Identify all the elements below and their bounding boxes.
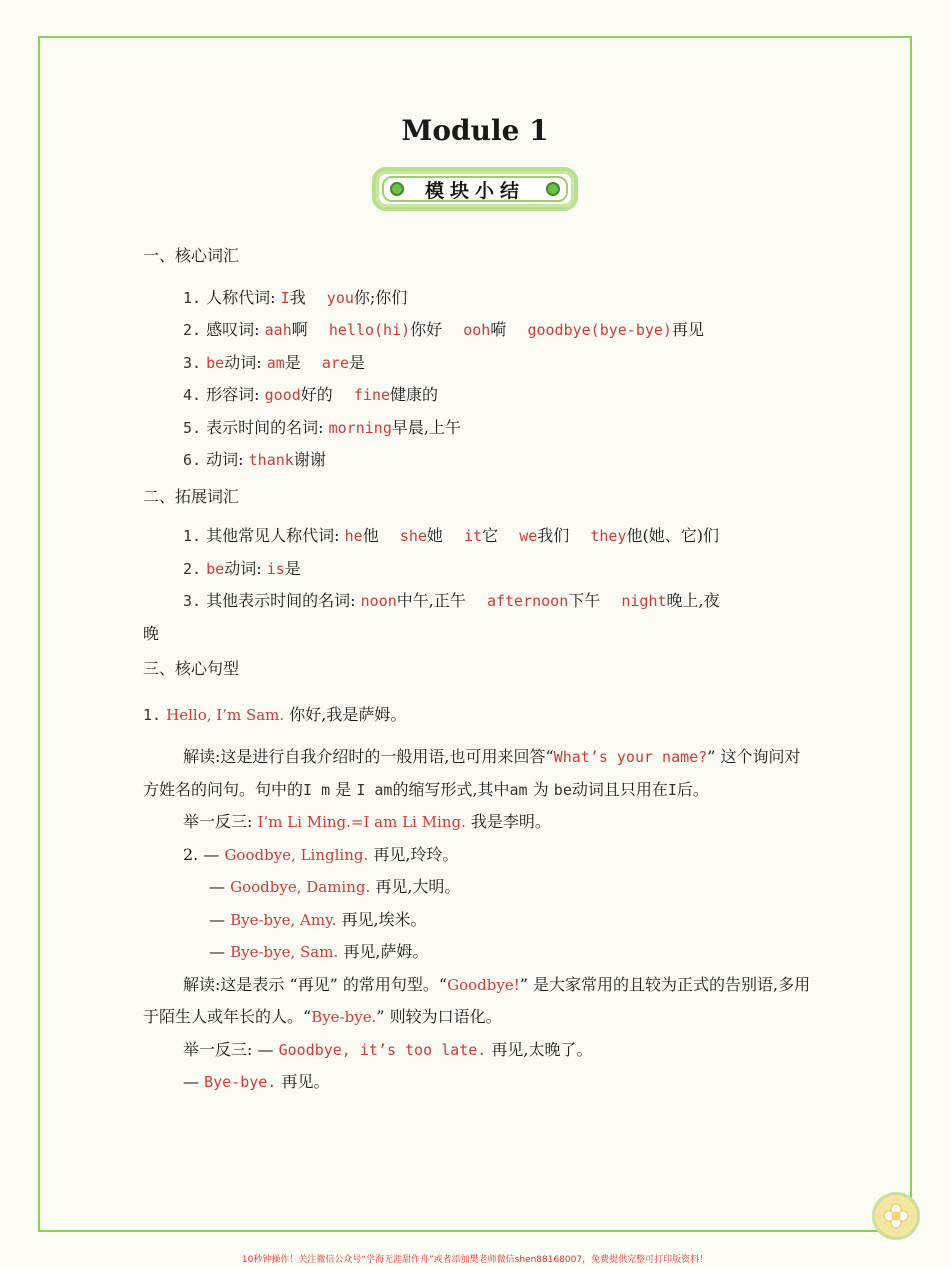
explanation: 解读:这是进行自我介绍时的一般用语,也可用来回答“What’s your name?” 这个询问对方姓名的问句。句中的I m 是 I am的缩写形式,其中am 为 be动词且只用在I后。 xyxy=(143,747,801,799)
footer-note: 10秒钟操作！关注微信公众号“学海无涯甜作舟”或者添加樊老师微信shen88168007，免费提供完整可打印版资料！ xyxy=(241,1255,709,1265)
list-item: 2. 感叹词: aah啊 hello(hi)你好 ooh嗬 goodbye(bye-bye)再见 xyxy=(183,320,704,339)
dialogue-line: — Bye-bye, Amy. 再见,埃米。 xyxy=(209,909,427,929)
dialogue-line: — Bye-bye, Sam. 再见,萨姆。 xyxy=(209,942,429,961)
list-item: 3. be动词: am是 are是 xyxy=(183,352,365,372)
list-item: 3. 其他表示时间的名词: noon中午,正午 afternoon下午 night晚上,夜 xyxy=(183,591,720,610)
section-badge xyxy=(372,167,578,211)
flower-seal-icon xyxy=(872,1192,920,1240)
page-title: Module 1 xyxy=(401,114,549,147)
badge-label: 模块小结 xyxy=(424,179,525,202)
example: — Bye-bye. 再见。 xyxy=(183,1072,330,1091)
example: 举一反三: — Goodbye, it’s too late. 再见,太晚了。 xyxy=(183,1039,593,1059)
example: 举一反三: I’m Li Ming.=I am Li Ming. 我是李明。 xyxy=(183,812,551,831)
green-dot-icon xyxy=(546,182,560,196)
section-heading: 三、核心句型 xyxy=(143,659,240,678)
explanation: 解读:这是表示 “再见” 的常用句型。“Goodbye!” 是大家常用的且较为正式的告别语,多用于陌生人或年长的人。“Bye-bye.” 则较为口语化。 xyxy=(143,974,811,1026)
list-item: 1. 其他常见人称代词: he他 she她 it它 we我们 they他(她、它)们 xyxy=(183,526,719,545)
list-item: 4. 形容词: good好的 fine健康的 xyxy=(183,385,439,404)
section-heading: 二、拓展词汇 xyxy=(143,486,240,506)
content xyxy=(143,240,813,1099)
dialogue-line: — Goodbye, Daming. 再见,大明。 xyxy=(209,877,461,896)
green-dot-icon xyxy=(390,182,404,196)
section-heading: 一、核心词汇 xyxy=(143,246,240,265)
list-item: 6. 动词: thank谢谢 xyxy=(183,450,326,469)
list-item: 5. 表示时间的名词: morning早晨,上午 xyxy=(183,417,461,437)
dialogue-line: 2. — Goodbye, Lingling. 再见,玲玲。 xyxy=(183,844,459,864)
list-item-continued: 晚 xyxy=(143,623,160,643)
list-item: 2. be动词: is是 xyxy=(183,558,301,578)
list-item: 1. 人称代词: I我 you你;你们 xyxy=(183,287,408,307)
sentence-item: 1. Hello, I’m Sam. 你好,我是萨姆。 xyxy=(143,704,407,724)
